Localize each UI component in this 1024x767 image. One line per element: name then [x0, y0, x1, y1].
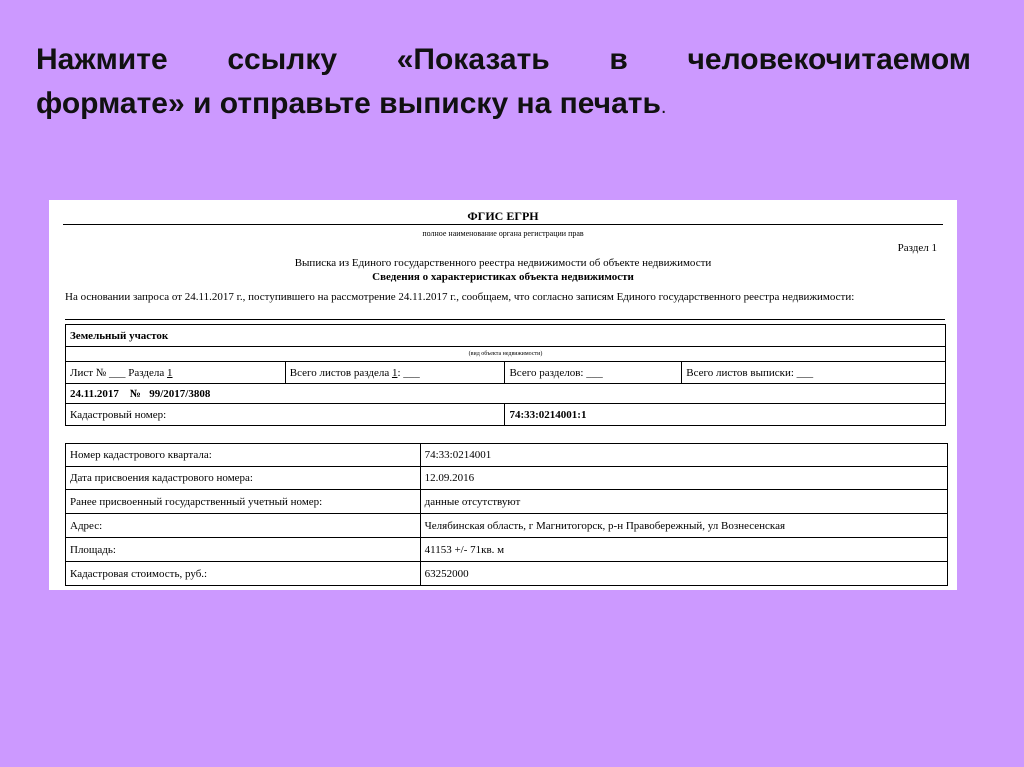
section-number: Раздел 1 — [897, 242, 937, 254]
sheet-label: Лист № ___ Раздела — [70, 366, 165, 379]
row-label: Ранее присвоенный государственный учетный номер: — [66, 490, 421, 514]
cadastral-label: Кадастровый номер: — [66, 404, 505, 426]
sheet-number-cell — [66, 362, 286, 384]
row-value: 12.09.2016 — [420, 467, 947, 490]
date-number-cell — [66, 384, 946, 404]
row-value: 74:33:0214001 — [420, 444, 947, 467]
extract-number: 99/2017/3808 — [149, 387, 211, 400]
section-sheets-number: 1 — [391, 366, 398, 379]
extract-title: Выписка из Единого государственного реестра недвижимости об объекте недвижимости — [294, 257, 712, 269]
title-line-2-text: формате» и отправьте выписку на печать — [36, 87, 661, 120]
basis-text: На основании запроса от 24.11.2017 г., поступившего на рассмотрение 24.11.2017 г., сообщаем, что согласно записям Единого государственного реестра недвижимости: — [65, 291, 855, 303]
row-value: 63252000 — [420, 562, 947, 586]
slide-title-line-1 — [36, 38, 971, 82]
section-sheets-cell — [285, 362, 505, 384]
slide-title — [36, 38, 971, 129]
document-screenshot — [49, 200, 957, 590]
number-sign: № — [129, 387, 141, 400]
section-sheets-label: Всего листов раздела — [289, 366, 390, 379]
cadastral-value: 74:33:0214001:1 — [505, 404, 946, 426]
total-sections: Всего разделов: ___ — [505, 362, 682, 384]
row-value: данные отсутствуют — [420, 490, 947, 514]
total-sheets: Всего листов выписки: ___ — [682, 362, 946, 384]
row-value: Челябинская область, г Магнитогорск, р-н Правобережный, ул Вознесенская — [420, 514, 947, 538]
row-label: Номер кадастрового квартала: — [66, 444, 421, 467]
sheet-section-number: 1 — [167, 366, 173, 379]
extract-subtitle: Сведения о характеристиках объекта недвижимости — [372, 271, 634, 283]
row-value: 41153 +/- 71кв. м — [420, 538, 947, 562]
row-label: Дата присвоения кадастрового номера: — [66, 467, 421, 490]
characteristics-table — [65, 443, 948, 586]
title-word: «Показать — [396, 43, 550, 76]
title-end-dot: . — [660, 96, 667, 118]
object-type-caption: (вид объекта недвижимости) — [66, 347, 946, 362]
title-word: человекочитаемом — [687, 43, 971, 76]
header-caption: полное наименование органа регистрации прав — [422, 229, 584, 238]
title-word: Нажмите — [36, 43, 168, 76]
header-rule — [63, 224, 943, 225]
registry-header: ФГИС ЕГРН — [467, 209, 539, 223]
title-word: ссылку — [227, 43, 338, 76]
row-label: Адрес: — [66, 514, 421, 538]
basis-rule — [65, 319, 945, 320]
row-label: Кадастровая стоимость, руб.: — [66, 562, 421, 586]
title-word: в — [609, 43, 628, 76]
row-label: Площадь: — [66, 538, 421, 562]
section-sheets-blank: : ___ — [397, 366, 420, 379]
extract-date: 24.11.2017 — [70, 387, 119, 400]
object-table — [65, 324, 946, 426]
object-type: Земельный участок — [66, 325, 946, 347]
slide-title-line-2 — [36, 82, 971, 129]
